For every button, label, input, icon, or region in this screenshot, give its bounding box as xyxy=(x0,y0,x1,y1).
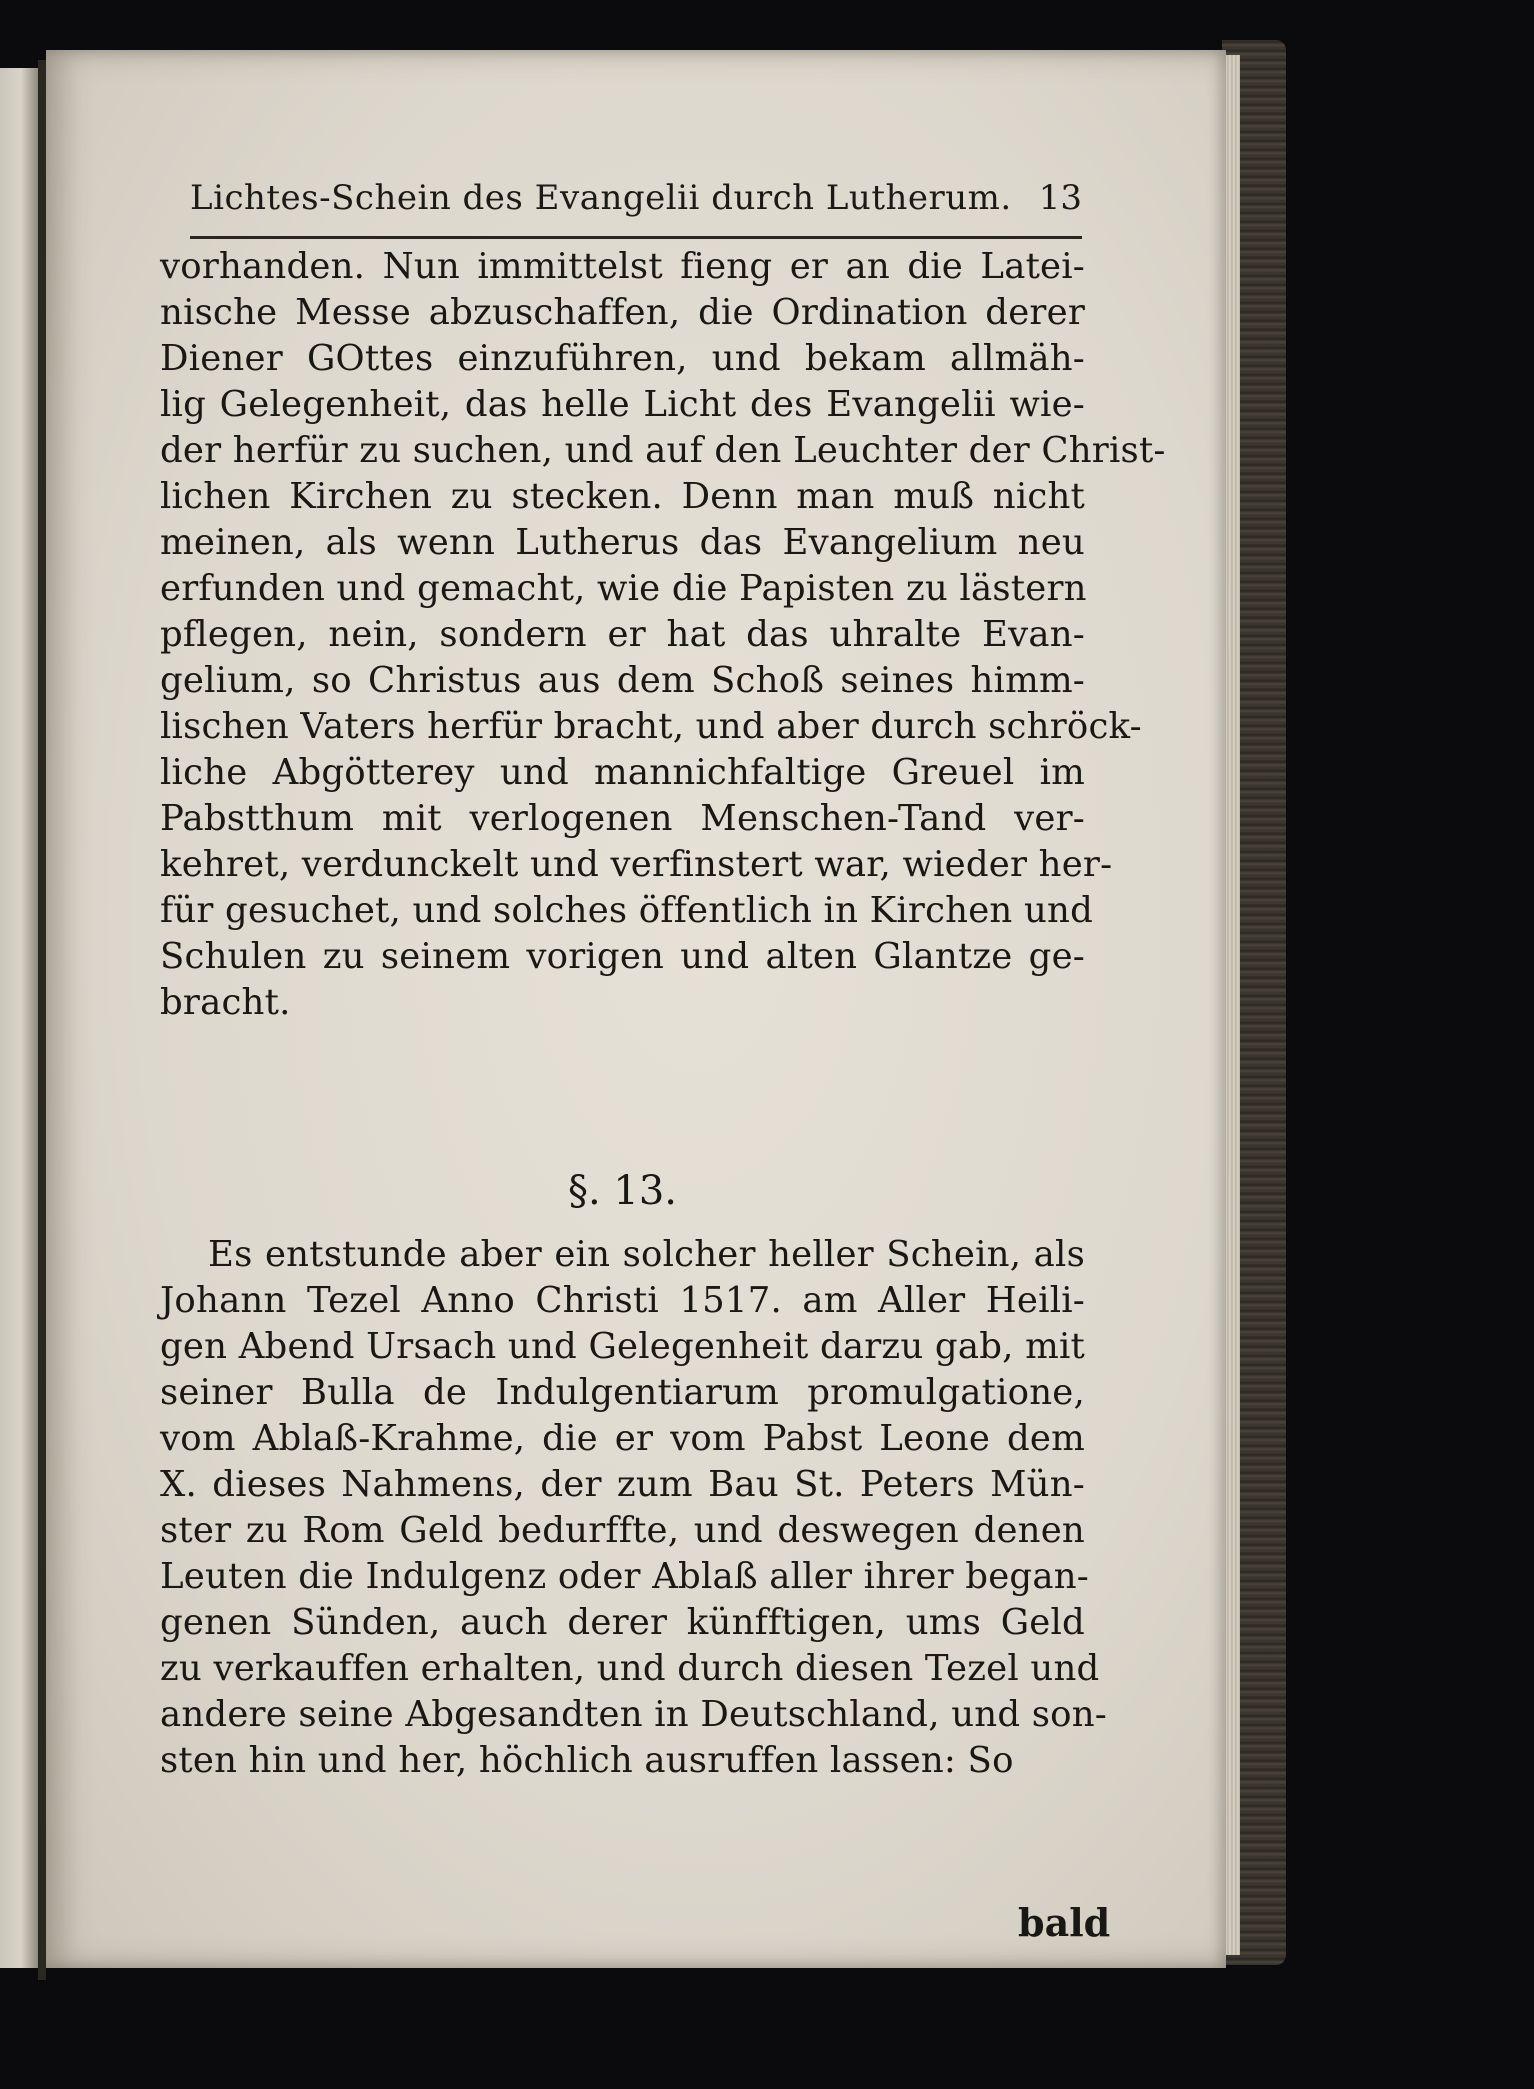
text-line: zu verkauffen erhalten, und durch diesen Tezel und xyxy=(160,1648,1100,1689)
text-line: Leuten die Indulgenz oder Ablaß aller ihrer began- xyxy=(160,1556,1089,1597)
text-line: genen Sünden, auch derer künfftigen, ums Geld xyxy=(160,1602,1085,1643)
text-line: bracht. xyxy=(160,982,291,1023)
text-line: seiner Bulla de Indulgentiarum promulgatione, xyxy=(160,1372,1085,1413)
text-line: Pabstthum mit verlogenen Menschen-Tand ver- xyxy=(160,798,1085,839)
text-line: Es entstunde aber ein solcher heller Schein, als xyxy=(208,1234,1085,1275)
text-line: ster zu Rom Geld bedurffte, und deswegen denen xyxy=(160,1510,1085,1551)
paragraph-section-13 xyxy=(160,1232,1107,1784)
text-line: vorhanden. Nun immittelst fieng er an die Latei- xyxy=(160,246,1085,287)
book-gutter xyxy=(38,60,46,1980)
text-line: andere seine Abgesandten in Deutschland, und son- xyxy=(160,1694,1107,1735)
running-header xyxy=(190,178,1082,230)
text-line: X. dieses Nahmens, der zum Bau St. Peters Mün- xyxy=(160,1464,1085,1505)
text-line: lischen Vaters herfür bracht, und aber durch schröck- xyxy=(160,706,1142,747)
paragraph-continuation xyxy=(160,244,1166,1026)
text-line: pflegen, nein, sondern er hat das uhralte Evan- xyxy=(160,614,1085,655)
text-line: liche Abgötterey und mannichfaltige Greuel im xyxy=(160,752,1085,793)
header-rule xyxy=(190,236,1082,239)
text-line: Diener GOttes einzuführen, und bekam allmäh- xyxy=(160,338,1085,379)
text-line: vom Ablaß-Krahme, die er vom Pabst Leone dem xyxy=(160,1418,1085,1459)
section-heading: §. 13. xyxy=(567,1168,678,1214)
text-line: nische Messe abzuschaffen, die Ordination derer xyxy=(160,292,1085,333)
text-line: der herfür zu suchen, und auf den Leuchter der Christ- xyxy=(160,430,1166,471)
text-line: gen Abend Ursach und Gelegenheit darzu gab, mit xyxy=(160,1326,1085,1367)
text-line: sten hin und her, höchlich ausruffen lassen: So xyxy=(160,1740,1014,1781)
text-line: kehret, verdunckelt und verfinstert war, wieder her- xyxy=(160,844,1113,885)
text-line: für gesuchet, und solches öffentlich in Kirchen und xyxy=(160,890,1094,931)
text-line: lig Gelegenheit, das helle Licht des Evangelii wie- xyxy=(160,384,1085,425)
page-number: 13 xyxy=(1038,178,1082,218)
text-line: gelium, so Christus aus dem Schoß seines himm- xyxy=(160,660,1085,701)
text-line: meinen, als wenn Lutherus das Evangelium neu xyxy=(160,522,1085,563)
text-line: lichen Kirchen zu stecken. Denn man muß nicht xyxy=(160,476,1085,517)
running-title: Lichtes-Schein des Evangelii durch Lutherum. xyxy=(190,178,1012,218)
catchword: bald xyxy=(1018,1900,1111,1945)
text-line: erfunden und gemacht, wie die Papisten zu lästern xyxy=(160,568,1087,609)
facing-page-edge xyxy=(0,68,38,1968)
text-line: Johann Tezel Anno Christi 1517. am Aller Heili- xyxy=(160,1280,1085,1321)
text-line: Schulen zu seinem vorigen und alten Glantze ge- xyxy=(160,936,1085,977)
